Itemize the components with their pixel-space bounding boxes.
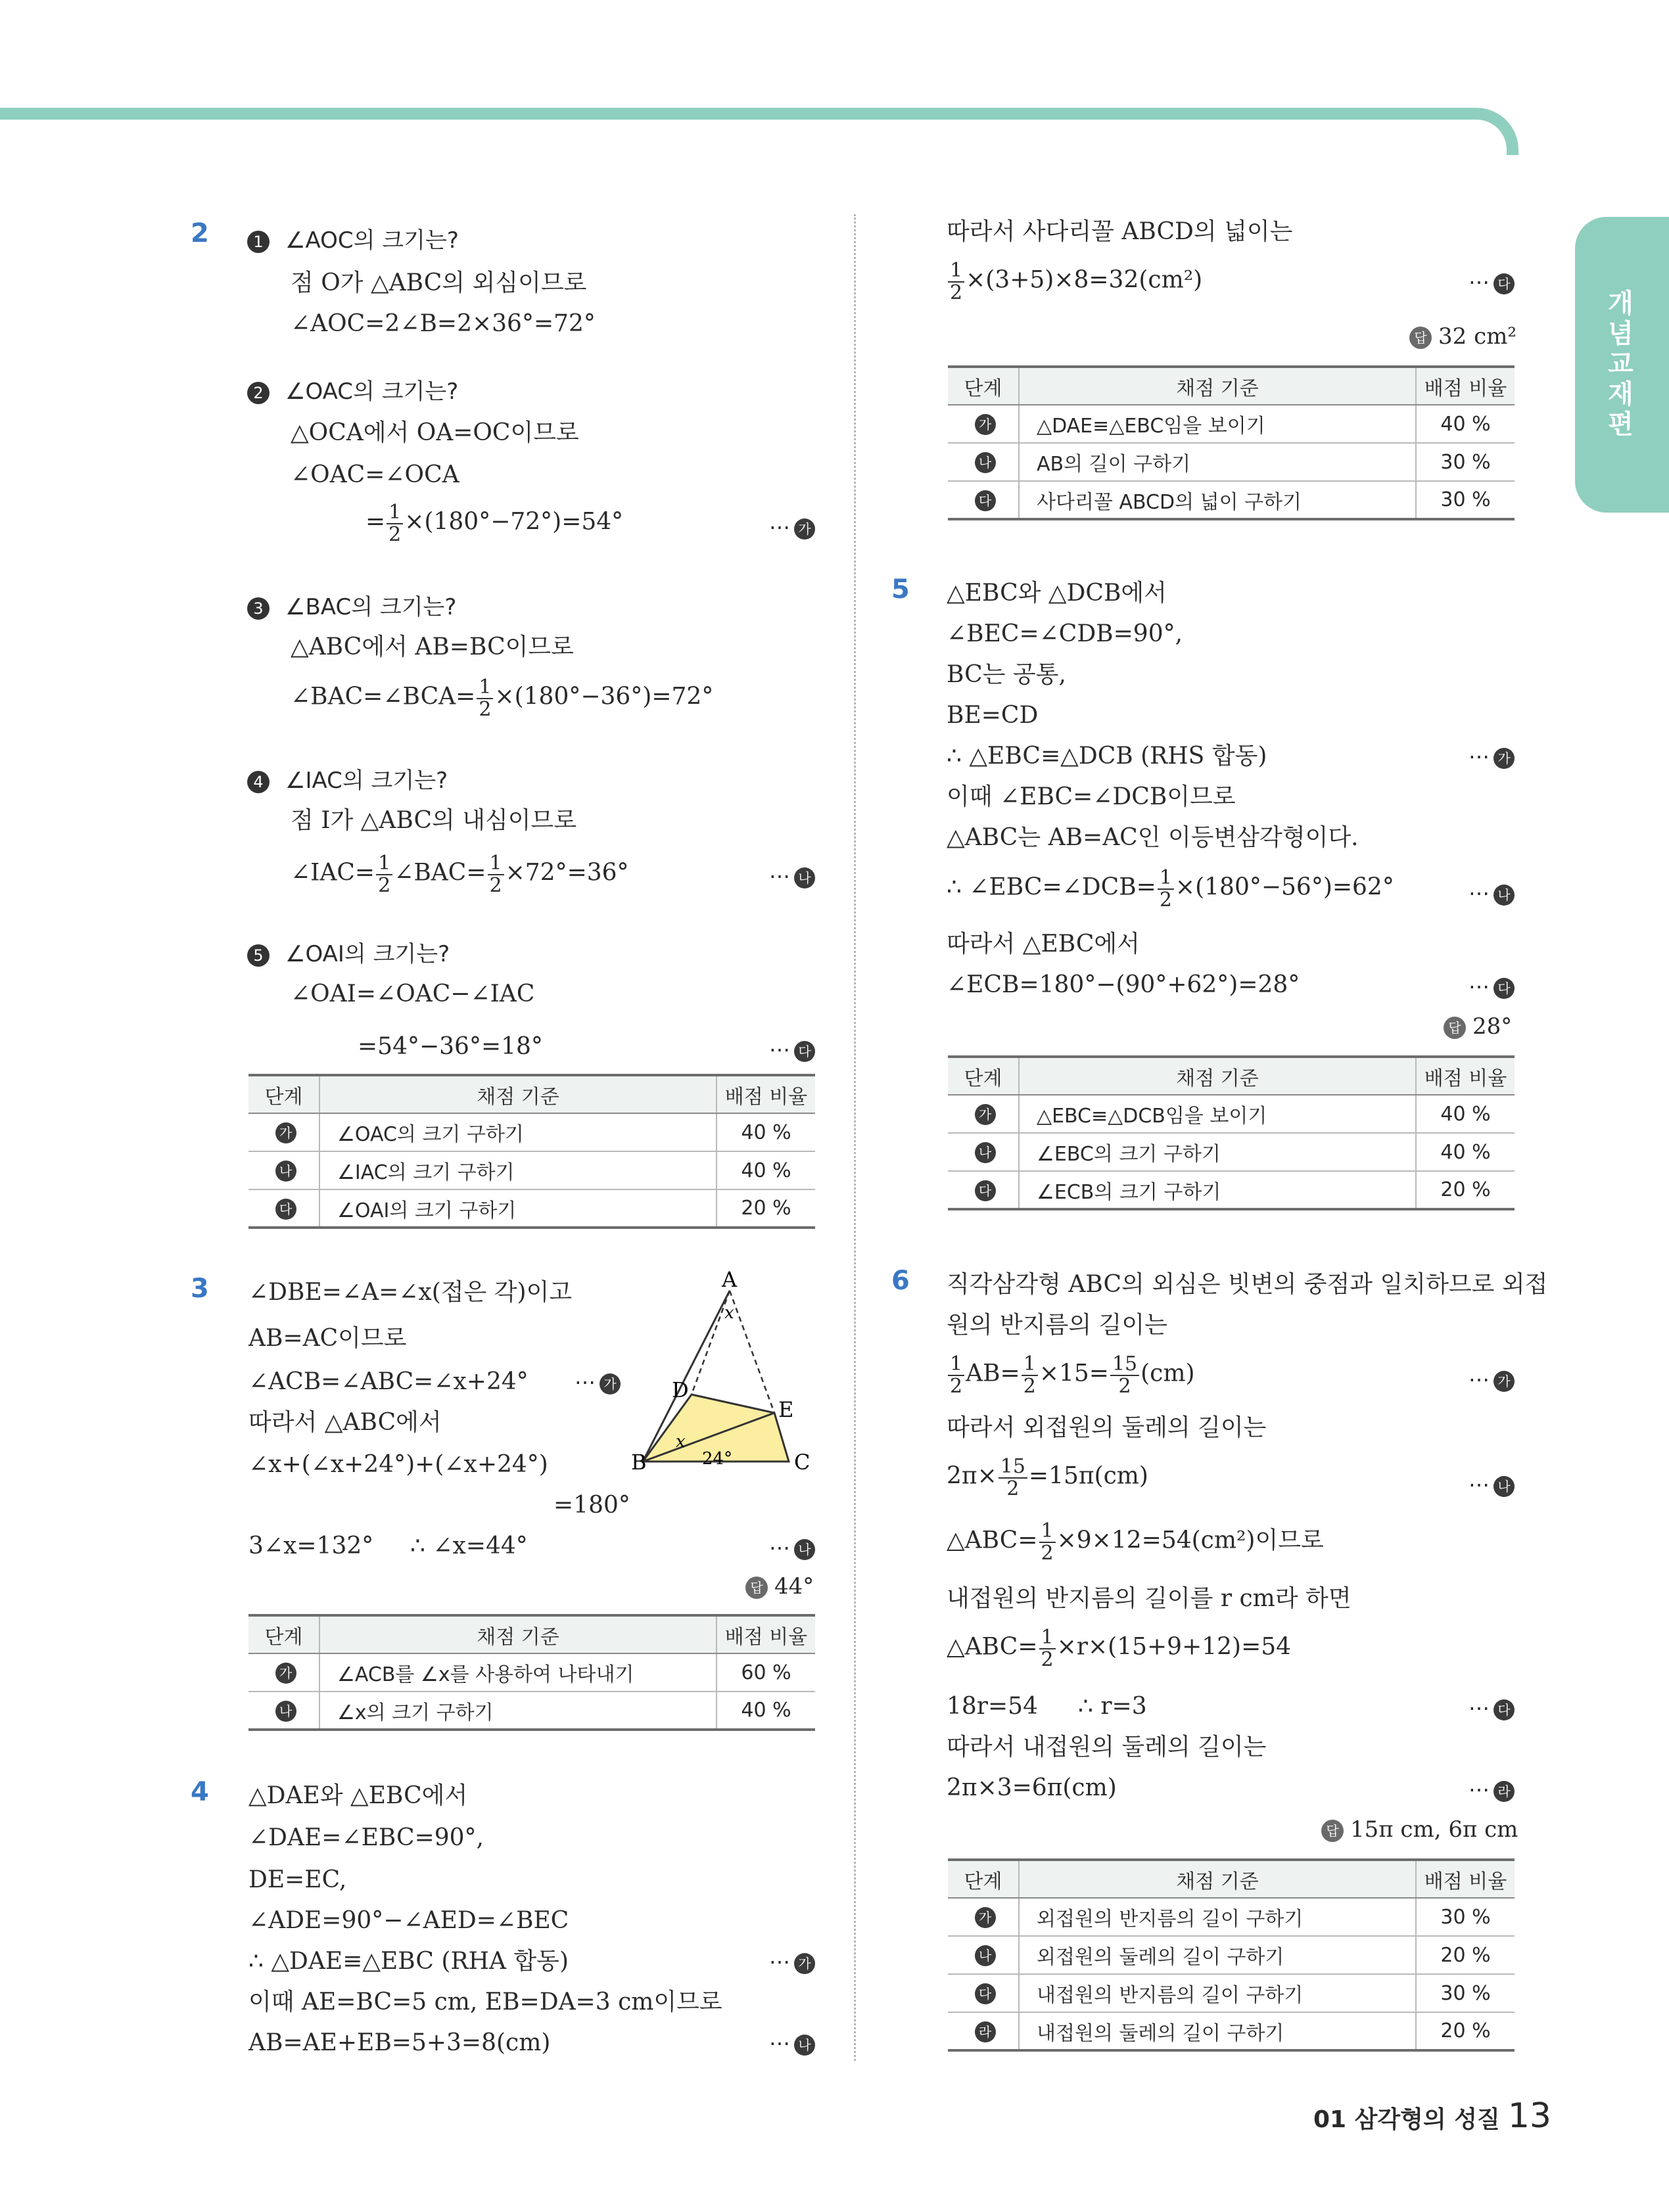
table-cell [948, 481, 1019, 519]
q2-step-4-title [247, 762, 448, 795]
score-mark [769, 515, 815, 540]
problem-3-number: 3 [191, 1274, 209, 1304]
q3-line: ∠DBE=∠A=∠x(접은 각)이고 [248, 1279, 573, 1306]
q6-scoring-table [948, 1858, 1515, 2052]
table-row [948, 481, 1515, 519]
table-cell [948, 1095, 1019, 1133]
eq-text: △ABC= [947, 1633, 1038, 1661]
dots: ⋯ [1469, 744, 1490, 769]
eq-text: ∴ ∠EBC=∠DCB= [947, 873, 1156, 901]
table-cell [948, 443, 1019, 481]
q2-step-5-title [247, 936, 450, 968]
step-title-text: ∠AOC의 크기는? [285, 227, 459, 254]
q4-cont-line: 따라서 사다리꼴 ABCD의 넓이는 [947, 218, 1293, 245]
table-cell: 40 % [717, 1151, 815, 1189]
table-cell: ∠OAC의 크기 구하기 [319, 1113, 717, 1151]
mark-badge: 나 [794, 867, 815, 888]
q2-line [291, 677, 713, 720]
q6-line [947, 1456, 1148, 1499]
side-tab-label: 개념교재편 [1603, 289, 1634, 440]
denominator: 2 [388, 522, 402, 546]
q3-line: ∠ACB=∠ABC=∠x+24° [248, 1368, 529, 1395]
table-cell: ∠ACB를 ∠x를 사용하여 나타내기 [319, 1653, 717, 1692]
table-header: 배점 비율 [717, 1075, 815, 1113]
dots: ⋯ [1469, 1777, 1490, 1802]
problem-4-number: 4 [191, 1777, 209, 1807]
mark-badge: 다 [1493, 273, 1515, 294]
table-cell [948, 405, 1019, 443]
numerator: 1 [948, 260, 964, 283]
table-header-row [948, 1860, 1515, 1898]
table-cell: 30 % [1416, 481, 1515, 519]
table-cell [948, 1974, 1019, 2012]
denominator: 2 [1023, 1374, 1036, 1398]
table-row [948, 1133, 1515, 1171]
step-2-badge: 2 [247, 382, 270, 404]
table-row [948, 1974, 1515, 2012]
q2-line: ∠AOC=2∠B=2×36°=72° [291, 310, 596, 337]
q3-line: =180° [553, 1492, 630, 1519]
score-mark [1469, 1777, 1515, 1802]
dots: ⋯ [1469, 269, 1490, 294]
q3-line: 따라서 △ABC에서 [248, 1409, 442, 1436]
numerator: 1 [1039, 1627, 1056, 1649]
table-row [948, 1095, 1515, 1133]
score-mark [769, 1037, 815, 1062]
numerator: 1 [1039, 1521, 1056, 1543]
table-cell: 사다리꼴 ABCD의 넓이 구하기 [1019, 481, 1416, 519]
score-mark [1469, 974, 1515, 999]
table-cell: 20 % [1416, 1936, 1515, 1974]
table-header: 배점 비율 [1416, 367, 1515, 405]
table-cell: 외접원의 반지름의 길이 구하기 [1019, 1898, 1416, 1936]
mark-badge: 다 [975, 1983, 996, 2004]
mark-badge: 나 [1493, 885, 1515, 906]
q5-scoring-table [948, 1055, 1515, 1210]
table-cell: 40 % [717, 1692, 815, 1730]
table-cell: AB의 길이 구하기 [1019, 443, 1416, 481]
table-row [248, 1692, 815, 1730]
page-footer [1313, 2096, 1551, 2136]
mark-badge: 나 [275, 1701, 296, 1722]
eq-text: 2π× [947, 1462, 997, 1490]
q6-line: 원의 반지름의 길이는 [947, 1312, 1167, 1339]
table-cell: 60 % [717, 1653, 815, 1692]
q5-line: △EBC와 △DCB에서 [947, 580, 1167, 607]
numerator: 15 [999, 1456, 1027, 1479]
top-decorative-bar [0, 108, 1518, 155]
dots: ⋯ [769, 2031, 790, 2056]
q5-line: ∠BEC=∠CDB=90°, [947, 620, 1183, 647]
eq-text: △ABC= [947, 1527, 1038, 1554]
q5-line: BE=CD [947, 702, 1039, 729]
table-header: 배점 비율 [1416, 1860, 1515, 1898]
eq-text: ∠BAC= [394, 859, 486, 887]
fraction [1110, 1354, 1139, 1396]
q2-line [291, 853, 629, 896]
section-side-tab [1575, 217, 1669, 513]
fraction [1022, 1354, 1038, 1396]
mark-badge: 가 [275, 1663, 296, 1684]
dots: ⋯ [1469, 881, 1490, 906]
denominator: 2 [1159, 888, 1172, 911]
q6-line: 내접원의 반지름의 길이를 r cm라 하면 [947, 1585, 1352, 1612]
answer [1409, 323, 1516, 350]
table-header-row [948, 1057, 1515, 1095]
dots: ⋯ [1469, 1472, 1490, 1497]
table-row [948, 1171, 1515, 1209]
table-cell: 30 % [1416, 443, 1515, 481]
numerator: 1 [1158, 867, 1174, 890]
q6-line: 따라서 외접원의 둘레의 길이는 [947, 1414, 1267, 1441]
q5-line: ∴ △EBC≡△DCB (RHS 합동) [947, 743, 1267, 770]
dots: ⋯ [769, 515, 790, 540]
dots: ⋯ [1469, 1367, 1490, 1392]
eq-text: =15π(cm) [1028, 1462, 1148, 1490]
fraction [376, 853, 392, 896]
problem-6-number: 6 [891, 1266, 910, 1296]
q4-line: 이때 AE=BC=5 cm, EB=DA=3 cm이므로 [248, 1989, 722, 2016]
q5-line: 따라서 △EBC에서 [947, 931, 1140, 957]
numerator: 1 [376, 853, 392, 875]
q6-line: 18r=54 [947, 1693, 1038, 1720]
table-cell [948, 1133, 1019, 1171]
mark-badge: 가 [975, 414, 996, 435]
table-cell: ∠ECB의 크기 구하기 [1019, 1171, 1416, 1209]
q2-line: △OCA에서 OA=OC이므로 [291, 419, 579, 446]
eq-text: ×(180°−56°)=62° [1175, 873, 1394, 901]
problem-2-number: 2 [191, 218, 209, 248]
dashed-ae [730, 1291, 774, 1413]
dots: ⋯ [575, 1370, 596, 1394]
table-header: 단계 [948, 1860, 1019, 1898]
table-cell: ∠x의 크기 구하기 [319, 1692, 717, 1730]
table-cell [248, 1692, 319, 1730]
eq-text: ×9×12=54(cm²)이므로 [1056, 1527, 1324, 1554]
numerator: 1 [477, 677, 493, 699]
mark-badge: 가 [599, 1373, 621, 1394]
q4-scoring-table [948, 365, 1515, 520]
table-cell: 20 % [1416, 2012, 1515, 2050]
table-cell: 40 % [1416, 1133, 1515, 1171]
q6-line [947, 1354, 1195, 1396]
table-row [248, 1113, 815, 1151]
score-mark [769, 2031, 815, 2056]
fraction [477, 677, 493, 720]
table-header: 배점 비율 [717, 1615, 815, 1653]
q6-line: 2π×3=6π(cm) [947, 1774, 1117, 1801]
label-e: E [778, 1397, 794, 1422]
score-mark [1469, 269, 1515, 294]
answer-badge: 답 [1409, 327, 1432, 349]
fraction [1158, 867, 1174, 910]
q4-line: ∠DAE=∠EBC=90°, [248, 1824, 484, 1851]
mark-badge: 라 [1493, 1781, 1515, 1802]
score-mark [1469, 881, 1515, 906]
table-header: 배점 비율 [1416, 1057, 1515, 1095]
mark-badge: 가 [275, 1122, 296, 1143]
fraction [1039, 1521, 1056, 1563]
denominator: 2 [1118, 1374, 1131, 1398]
table-cell [948, 1936, 1019, 1974]
score-mark [769, 1535, 815, 1560]
table-header: 채점 기준 [1019, 1057, 1416, 1095]
table-cell [948, 2012, 1019, 2050]
table-cell [948, 1171, 1019, 1209]
mark-badge: 다 [1493, 978, 1515, 999]
numerator: 1 [948, 1354, 964, 1376]
mark-badge: 나 [275, 1161, 296, 1182]
eq-text: ×(3+5)×8=32(cm²) [966, 266, 1203, 294]
mark-badge: 가 [794, 518, 815, 540]
dots: ⋯ [769, 864, 790, 888]
mark-badge: 다 [794, 1041, 815, 1062]
q3-line: ∠x+(∠x+24°)+(∠x+24°) [248, 1451, 548, 1478]
q4-line: △DAE와 △EBC에서 [248, 1782, 468, 1809]
q5-line [947, 867, 1394, 910]
fraction [999, 1456, 1027, 1499]
table-cell: ∠IAC의 크기 구하기 [319, 1151, 717, 1189]
mark-badge: 나 [1493, 1476, 1515, 1497]
q2-line: ∠OAC=∠OCA [291, 461, 459, 488]
mark-badge: 다 [975, 1180, 996, 1201]
answer-text: 28° [1472, 1013, 1513, 1040]
mark-badge: 라 [975, 2021, 996, 2042]
table-header: 채점 기준 [1019, 367, 1416, 405]
table-header-row [948, 367, 1515, 405]
q2-scoring-table [248, 1074, 815, 1229]
dots: ⋯ [1469, 1695, 1490, 1720]
table-cell: 외접원의 둘레의 길이 구하기 [1019, 1936, 1416, 1974]
fraction [488, 853, 504, 896]
table-cell: 내접원의 반지름의 길이 구하기 [1019, 1974, 1416, 2012]
table-cell [248, 1653, 319, 1692]
table-row [948, 405, 1515, 443]
score-mark [575, 1370, 621, 1394]
answer-badge: 답 [1321, 1820, 1344, 1842]
dots: ⋯ [1469, 974, 1490, 999]
mark-badge: 나 [975, 1945, 996, 1966]
q5-line: ∠ECB=180°−(90°+62°)=28° [947, 971, 1300, 998]
label-c: C [794, 1450, 811, 1475]
denominator: 2 [1006, 1477, 1020, 1500]
table-row [948, 2012, 1515, 2050]
q5-line: △ABC는 AB=AC인 이등변삼각형이다. [947, 824, 1359, 851]
score-mark [1469, 744, 1515, 769]
q4-line: ∴ △DAE≡△EBC (RHA 합동) [248, 1948, 569, 1975]
chapter-title: 01 삼각형의 성질 [1313, 2106, 1500, 2133]
denominator: 2 [479, 697, 492, 721]
table-header: 채점 기준 [319, 1075, 717, 1113]
table-header-row [248, 1075, 815, 1113]
eq-text: ×15= [1039, 1360, 1109, 1387]
table-cell: △EBC≡△DCB임을 보이기 [1019, 1095, 1416, 1133]
table-cell [248, 1113, 319, 1151]
step-title-text: ∠OAI의 크기는? [285, 941, 450, 967]
q6-line [947, 1521, 1324, 1563]
label-a: A [722, 1271, 738, 1292]
problem-5-number: 5 [891, 574, 910, 605]
step-title-text: ∠OAC의 크기는? [285, 379, 459, 405]
dots: ⋯ [769, 1037, 790, 1062]
q2-line [365, 502, 623, 545]
q4-line: AB=AE+EB=5+3=8(cm) [248, 2029, 551, 2056]
mark-badge: 가 [975, 1104, 996, 1125]
denominator: 2 [378, 873, 391, 897]
q2-step-1-title [247, 222, 459, 254]
label-b: B [631, 1450, 647, 1475]
answer-text: 15π cm, 6π cm [1350, 1816, 1518, 1843]
page-number: 13 [1507, 2096, 1551, 2136]
q4-line: ∠ADE=90°−∠AED=∠BEC [248, 1907, 569, 1934]
table-header: 채점 기준 [1019, 1860, 1416, 1898]
denominator: 2 [1041, 1541, 1054, 1565]
step-4-badge: 4 [247, 771, 270, 793]
dots: ⋯ [769, 1535, 790, 1560]
q6-line [947, 1627, 1291, 1670]
answer-text: 32 cm² [1438, 323, 1516, 350]
score-mark [1469, 1695, 1515, 1720]
answer [1321, 1816, 1518, 1843]
fraction [1039, 1627, 1056, 1670]
numerator: 15 [1110, 1354, 1139, 1376]
table-cell: 내접원의 둘레의 길이 구하기 [1019, 2012, 1416, 2050]
table-row [248, 1189, 815, 1228]
mark-badge: 다 [975, 490, 996, 511]
score-mark [769, 864, 815, 888]
q3-folded-triangle-figure [631, 1271, 828, 1481]
denominator: 2 [1041, 1647, 1054, 1671]
table-header: 단계 [248, 1615, 319, 1653]
q3-scoring-table [248, 1614, 815, 1731]
table-cell: ∠EBC의 크기 구하기 [1019, 1133, 1416, 1171]
q2-step-2-title [247, 373, 458, 405]
table-row [948, 443, 1515, 481]
table-cell: 20 % [717, 1189, 815, 1228]
q2-step-3-title [247, 589, 456, 621]
eq-text: (cm) [1140, 1360, 1195, 1387]
answer [1444, 1013, 1512, 1040]
mark-badge: 나 [794, 2035, 815, 2056]
answer-text: 44° [774, 1573, 814, 1600]
q5-line: BC는 공통, [947, 661, 1066, 688]
table-row [248, 1653, 815, 1692]
q2-line: 점 I가 △ABC의 내심이므로 [291, 807, 577, 834]
table-cell: 40 % [717, 1113, 815, 1151]
step-title-text: ∠IAC의 크기는? [285, 768, 448, 794]
q2-line: 점 O가 △ABC의 외심이므로 [291, 269, 587, 296]
numerator: 1 [488, 853, 504, 875]
numerator: 1 [1022, 1354, 1038, 1376]
eq-text: ×(180°−72°)=54° [404, 508, 624, 536]
score-mark [1469, 1367, 1515, 1392]
mark-badge: 나 [794, 1539, 815, 1560]
label-d: D [672, 1377, 689, 1402]
eq-text: AB= [966, 1360, 1020, 1387]
mark-badge: 나 [975, 1142, 996, 1163]
eq-text: ×72°=36° [505, 859, 629, 887]
step-title-text: ∠BAC의 크기는? [285, 594, 457, 620]
table-row [248, 1151, 815, 1189]
q4-line: DE=EC, [248, 1866, 347, 1893]
mark-badge: 나 [975, 452, 996, 473]
table-header: 단계 [948, 1057, 1019, 1095]
mark-badge: 다 [275, 1199, 296, 1220]
q4-cont-line [947, 260, 1202, 303]
step-1-badge: 1 [247, 231, 270, 253]
eq-text: ×r×(15+9+12)=54 [1056, 1633, 1292, 1661]
q2-line: ∠OAI=∠OAC−∠IAC [291, 980, 535, 1007]
q3-line: 3∠x=132° [248, 1532, 374, 1559]
fraction [948, 260, 964, 303]
q3-line: ∴ ∠x=44° [410, 1532, 528, 1559]
q2-line: =54°−36°=18° [358, 1033, 543, 1060]
q6-line: 직각삼각형 ABC의 외심은 빗변의 중점과 일치하므로 외접 [947, 1271, 1548, 1298]
table-header: 채점 기준 [319, 1615, 717, 1653]
table-cell: △DAE≡△EBC임을 보이기 [1019, 405, 1416, 443]
table-cell: ∠OAI의 크기 구하기 [319, 1189, 717, 1228]
answer-badge: 답 [1444, 1017, 1466, 1039]
table-cell: 40 % [1416, 405, 1515, 443]
label-24-degrees: 24° [702, 1449, 733, 1469]
answer [745, 1573, 814, 1600]
label-x-bottom: x [676, 1432, 686, 1452]
denominator: 2 [489, 873, 502, 897]
q2-line: △ABC에서 AB=BC이므로 [291, 634, 574, 660]
q6-line: ∴ r=3 [1078, 1693, 1147, 1720]
numerator: 1 [387, 502, 403, 524]
step-3-badge: 3 [247, 597, 270, 620]
denominator: 2 [950, 281, 963, 304]
eq-text: ×(180°−36°)=72° [494, 683, 714, 710]
mark-badge: 가 [975, 1907, 996, 1928]
mark-badge: 가 [1493, 748, 1515, 769]
table-cell: 30 % [1416, 1974, 1515, 2012]
eq-text: ∠BAC=∠BCA= [291, 683, 476, 710]
q5-line: 이때 ∠EBC=∠DCB이므로 [947, 783, 1236, 810]
table-header-row [248, 1615, 815, 1653]
score-mark [769, 1949, 815, 1974]
label-x-top: x [724, 1303, 734, 1323]
table-cell: 20 % [1416, 1171, 1515, 1209]
answer-badge: 답 [745, 1577, 768, 1599]
table-header: 단계 [948, 367, 1019, 405]
table-cell: 30 % [1416, 1898, 1515, 1936]
table-row [948, 1936, 1515, 1974]
mark-badge: 다 [1493, 1699, 1515, 1720]
table-cell [248, 1189, 319, 1228]
table-cell [248, 1151, 319, 1189]
mark-badge: 가 [794, 1953, 815, 1974]
mark-badge: 가 [1493, 1371, 1515, 1392]
q3-line: AB=AC이므로 [248, 1325, 407, 1352]
eq-text: = [365, 508, 386, 536]
q6-line: 따라서 내접원의 둘레의 길이는 [947, 1734, 1267, 1761]
dots: ⋯ [769, 1949, 790, 1974]
table-row [948, 1898, 1515, 1936]
table-header: 단계 [248, 1075, 319, 1113]
table-cell [948, 1898, 1019, 1936]
eq-text: ∠IAC= [291, 859, 375, 887]
fraction [387, 502, 403, 545]
table-cell: 40 % [1416, 1095, 1515, 1133]
fraction [948, 1354, 964, 1396]
denominator: 2 [950, 1374, 963, 1398]
score-mark [1469, 1472, 1515, 1497]
column-divider [854, 214, 856, 2061]
step-5-badge: 5 [247, 944, 270, 967]
